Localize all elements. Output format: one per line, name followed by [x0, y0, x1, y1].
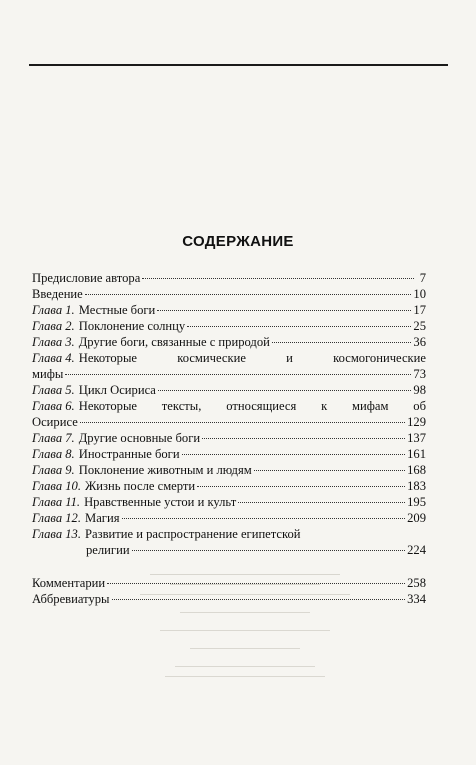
chapter-label: Глава 1.: [32, 303, 75, 317]
toc-entry-title: Поклонение животным и людям: [78, 463, 252, 477]
dot-leader: [132, 550, 406, 551]
dot-leader: [238, 502, 405, 503]
toc-entry-chapter-5[interactable]: [32, 382, 426, 398]
dot-leader: [122, 518, 406, 519]
dot-leader: [202, 438, 405, 439]
toc-entry-title-line2: Осирисе: [32, 415, 78, 429]
toc-entry-page: 137: [407, 431, 426, 445]
toc-entry-chapter-13[interactable]: [32, 526, 426, 558]
toc-entry-chapter-12[interactable]: [32, 510, 426, 526]
toc-entry-chapter-9[interactable]: [32, 462, 426, 478]
toc-entry-title: Аббревиатуры: [32, 592, 110, 606]
toc-entry-title-line2: мифы: [32, 367, 64, 381]
toc-entry-chapter-7[interactable]: [32, 430, 426, 446]
dot-leader: [187, 326, 411, 327]
toc-entry-title: Жизнь после смерти: [85, 479, 196, 493]
dot-leader: [182, 454, 406, 455]
dot-leader: [142, 278, 414, 279]
toc-entry-preface[interactable]: [32, 270, 426, 286]
dot-leader: [80, 422, 405, 423]
top-rule: [29, 64, 448, 66]
toc-entry-title-line1: Некоторые тексты, относящиеся к мифам об: [78, 399, 426, 413]
toc-entry-title: Предисловие автора: [32, 271, 141, 285]
toc-entry-title-line1: Некоторые космические и космогонические: [78, 351, 426, 365]
chapter-label: Глава 3.: [32, 335, 75, 349]
dot-leader: [85, 294, 412, 295]
table-of-contents: [32, 270, 426, 607]
chapter-label: Глава 5.: [32, 383, 75, 397]
toc-entry-title: Другие основные боги: [78, 431, 201, 445]
toc-entry-title: Иностранные боги: [78, 447, 180, 461]
toc-entry-page: 334: [407, 592, 426, 606]
toc-entry-page: 224: [407, 543, 426, 557]
toc-entry-page: 258: [407, 576, 426, 590]
toc-entry-page: 17: [413, 303, 426, 317]
toc-entry-introduction[interactable]: [32, 286, 426, 302]
toc-entry-chapter-3[interactable]: [32, 334, 426, 350]
chapter-label: Глава 6.: [32, 399, 75, 413]
chapter-label: Глава 12.: [32, 511, 82, 525]
toc-entry-title: Комментарии: [32, 576, 106, 590]
toc-entry-title: Местные боги: [78, 303, 156, 317]
toc-entry-title-line1: Развитие и распространение египетской: [85, 527, 301, 541]
toc-entry-page: 36: [413, 335, 426, 349]
chapter-label: Глава 10.: [32, 479, 82, 493]
toc-entry-chapter-1[interactable]: [32, 302, 426, 318]
toc-entry-title: Цикл Осириса: [78, 383, 156, 397]
page-title: СОДЕРЖАНИЕ: [182, 233, 294, 250]
toc-entry-title: Нравственные устои и культ: [84, 495, 237, 509]
chapter-label: Глава 13.: [32, 527, 82, 541]
toc-entry-page: 73: [413, 367, 426, 381]
toc-entry-page: 7: [419, 271, 426, 285]
toc-entry-page: 25: [413, 319, 426, 333]
toc-entry-page: 209: [407, 511, 426, 525]
toc-entry-page: 195: [407, 495, 426, 509]
toc-entry-title-line2: религии: [86, 543, 130, 557]
toc-entry-page: 10: [413, 287, 426, 301]
chapter-label: Глава 9.: [32, 463, 75, 477]
toc-entry-title: Поклонение солнцу: [78, 319, 186, 333]
toc-entry-chapter-10[interactable]: [32, 478, 426, 494]
chapter-label: Глава 8.: [32, 447, 75, 461]
toc-entry-page: 161: [407, 447, 426, 461]
show-through-texture: [130, 568, 360, 686]
toc-entry-page: 98: [413, 383, 426, 397]
chapter-label: Глава 7.: [32, 431, 75, 445]
toc-entry-chapter-11[interactable]: [32, 494, 426, 510]
toc-entry-title: Магия: [85, 511, 120, 525]
toc-entry-title: Введение: [32, 287, 83, 301]
dot-leader: [65, 374, 411, 375]
dot-leader: [254, 470, 405, 471]
chapter-label: Глава 2.: [32, 319, 75, 333]
toc-entry-chapter-8[interactable]: [32, 446, 426, 462]
toc-entry-page: 129: [407, 415, 426, 429]
toc-entry-page: 183: [407, 479, 426, 493]
toc-entry-chapter-6[interactable]: [32, 398, 426, 430]
toc-entry-page: 168: [407, 463, 426, 477]
dot-leader: [197, 486, 405, 487]
chapter-label: Глава 4.: [32, 351, 75, 365]
dot-leader: [158, 390, 412, 391]
dot-leader: [157, 310, 411, 311]
toc-entry-chapter-4[interactable]: [32, 350, 426, 382]
toc-entry-title: Другие боги, связанные с природой: [78, 335, 270, 349]
toc-entry-chapter-2[interactable]: [32, 318, 426, 334]
dot-leader: [272, 342, 412, 343]
chapter-label: Глава 11.: [32, 495, 81, 509]
